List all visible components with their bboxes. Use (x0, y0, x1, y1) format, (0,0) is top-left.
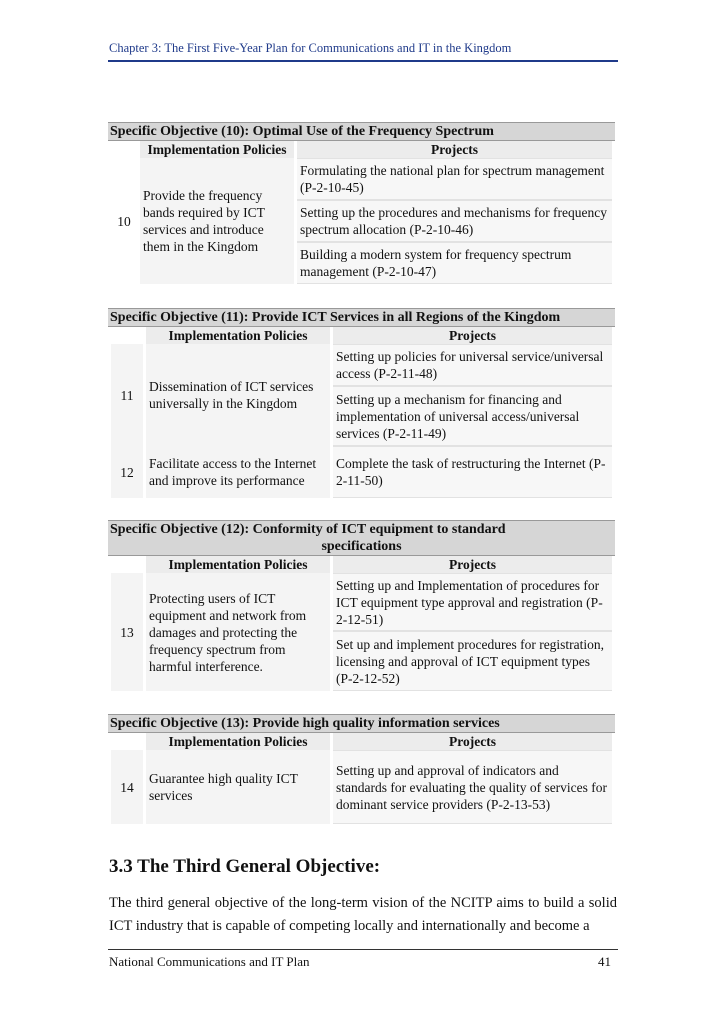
policy-cell: Provide the frequency bands required by ICT services and introduce them in the Kingdom (140, 158, 294, 284)
footer-title: National Communications and IT Plan (109, 954, 310, 969)
row-number: 14 (111, 750, 143, 824)
policy-cell: Facilitate access to the Internet and improve its performance (146, 446, 330, 498)
policy-cell: Protecting users of ICT equipment and network from damages and protecting the frequency spectrum from harmful interference. (146, 573, 330, 691)
project-cell: Setting up the procedures and mechanisms for frequency spectrum allocation (P-2-10-46) (297, 200, 612, 242)
col-header-policies: Implementation Policies (146, 733, 330, 750)
objective-table (108, 733, 615, 824)
objective-title: Specific Objective (10): Optimal Use of the Frequency Spectrum (108, 122, 615, 141)
col-header-projects: Projects (333, 556, 612, 573)
objective-table (108, 556, 615, 691)
objective-table-13 (108, 714, 615, 824)
objective-table (108, 141, 615, 284)
project-cell: Building a modern system for frequency spectrum management (P-2-10-47) (297, 242, 612, 284)
running-header: Chapter 3: The First Five-Year Plan for Communications and IT in the Kingdom (109, 41, 512, 55)
project-cell: Formulating the national plan for spectrum management (P-2-10-45) (297, 158, 612, 200)
objective-title-line1: Specific Objective (12): Conformity of ICT equipment to standard (110, 522, 506, 537)
col-header-projects: Projects (297, 141, 612, 158)
objective-title-line2: specifications (321, 539, 402, 554)
objective-table-11 (108, 308, 615, 498)
project-cell: Setting up a mechanism for financing and implementation of universal access/universal services (P-2-11-49) (333, 386, 612, 446)
objective-title: Specific Objective (13): Provide high quality information services (108, 714, 615, 733)
row-number: 10 (117, 213, 131, 229)
col-header-policies: Implementation Policies (146, 556, 330, 573)
row-number: 12 (111, 446, 143, 498)
policy-cell: Dissemination of ICT services universally in the Kingdom (146, 344, 330, 446)
project-cell: Setting up and approval of indicators and standards for evaluating the quality of services for dominant service providers (P-2-13-53) (333, 750, 612, 824)
page-number: 41 (598, 954, 611, 969)
objective-table-10 (108, 122, 615, 284)
col-header-policies: Implementation Policies (146, 327, 330, 344)
footer-divider (108, 949, 618, 950)
project-cell: Complete the task of restructuring the Internet (P-2-11-50) (333, 446, 612, 498)
objective-title (108, 520, 615, 556)
col-header-projects: Projects (333, 327, 612, 344)
policy-cell: Guarantee high quality ICT services (146, 750, 330, 824)
row-number: 11 (111, 344, 143, 446)
col-header-policies: Implementation Policies (140, 141, 294, 158)
objective-table (108, 327, 615, 498)
row-number: 13 (111, 573, 143, 691)
project-cell: Setting up policies for universal service/universal access (P-2-11-48) (333, 344, 612, 386)
header-divider (108, 60, 618, 62)
col-header-projects: Projects (333, 733, 612, 750)
body-paragraph: The third general objective of the long-term vision of the NCITP aims to build a solid ICT industry that is capable of competing locally and internationally and become a (109, 895, 617, 934)
objective-table-12 (108, 520, 615, 691)
section-heading: 3.3 The Third General Objective: (109, 856, 381, 877)
objective-title: Specific Objective (11): Provide ICT Services in all Regions of the Kingdom (108, 308, 615, 327)
project-cell: Setting up and Implementation of procedures for ICT equipment type approval and registration (P-2-12-51) (333, 573, 612, 631)
project-cell: Set up and implement procedures for registration, licensing and approval of ICT equipment types (P-2-12-52) (333, 631, 612, 691)
